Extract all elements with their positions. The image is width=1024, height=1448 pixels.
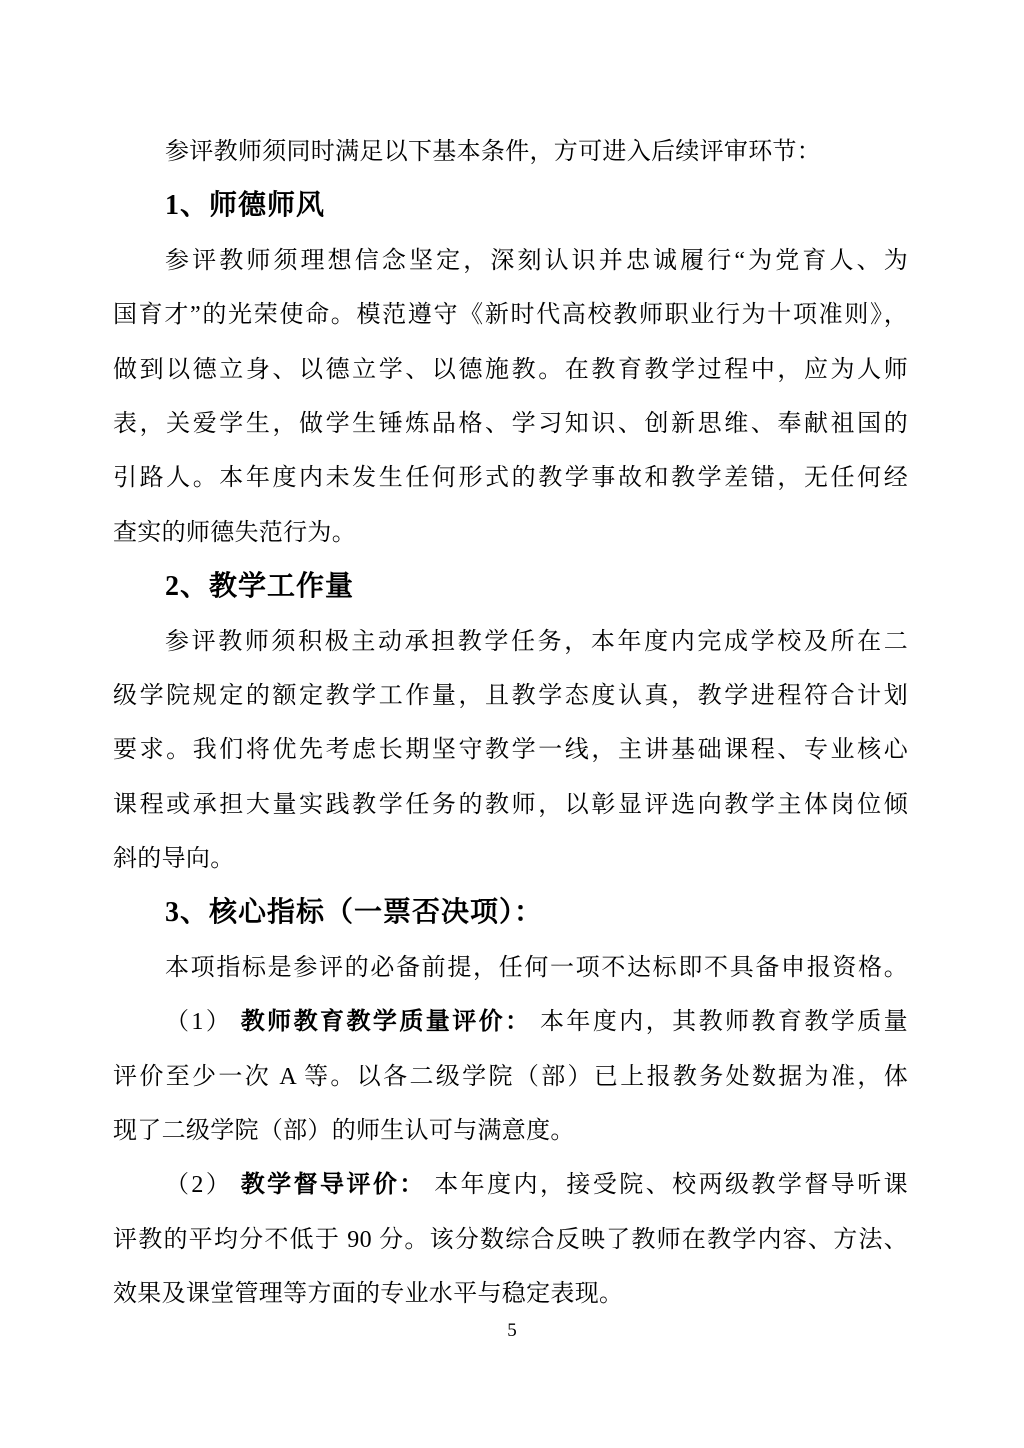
text-line [113, 506, 908, 560]
text-run: 表，关爱学生，做学生锤炼品格、学习知识、创新思维、奉献祖国的 [113, 410, 908, 437]
bold-run: 2、教学工作量 [165, 571, 355, 603]
text-line [113, 343, 908, 397]
text-line [113, 288, 908, 342]
text-line [113, 451, 908, 505]
text-run: 参评教师须理想信念坚定，深刻认识并忠诚履行“为党育人、为 [165, 247, 908, 274]
text-run: 课程或承担大量实践教学任务的教师，以彰显评选向教学主体岗位倾 [113, 791, 908, 818]
text-line [113, 1213, 908, 1267]
section-heading [113, 560, 908, 614]
text-run: 参评教师须积极主动承担教学任务，本年度内完成学校及所在二 [165, 628, 908, 655]
text-line [113, 941, 908, 995]
text-run: 评教的平均分不低于 90 分。该分数综合反映了教师在教学内容、方法、 [113, 1226, 908, 1253]
text-run: 参评教师须同时满足以下基本条件，方可进入后续评审环节： [165, 139, 822, 165]
text-run: 要求。我们将优先考虑长期坚守教学一线，主讲基础课程、专业核心 [113, 737, 908, 764]
text-line [113, 669, 908, 723]
text-line [113, 995, 908, 1049]
text-run: 查实的师德失范行为。 [113, 519, 356, 546]
text-run: 本项指标是参评的必备前提，任何一项不达标即不具备申报资格。 [165, 954, 908, 981]
bold-run: 教学督导评价： [240, 1172, 426, 1199]
text-run: 做到以德立身、以德立学、以德施教。在教育教学过程中，应为人师 [113, 356, 908, 383]
text-line [113, 1158, 908, 1212]
text-line [113, 1050, 908, 1104]
text-run: 斜的导向。 [113, 846, 235, 873]
document-body [113, 125, 908, 1322]
text-run: （2） [165, 1172, 241, 1199]
text-run: （1） [165, 1009, 241, 1036]
text-line [113, 723, 908, 777]
text-run: 国育才”的光荣使命。模范遵守《新时代高校教师职业行为十项准则》， [113, 302, 908, 329]
text-line [113, 778, 908, 832]
text-run: 本年度内，接受院、校两级教学督导听课 [425, 1172, 908, 1199]
bold-run: 3、核心指标（一票否决项）： [165, 897, 544, 929]
text-run: 引路人。本年度内未发生任何形式的教学事故和教学差错，无任何经 [113, 465, 908, 492]
section-heading [113, 886, 908, 940]
text-run: 级学院规定的额定教学工作量，且教学态度认真，教学进程符合计划 [113, 682, 908, 709]
text-line [113, 125, 908, 179]
bold-run: 1、师德师风 [165, 190, 326, 222]
text-line [113, 1267, 908, 1321]
text-line [113, 234, 908, 288]
section-heading [113, 179, 908, 233]
text-line [113, 397, 908, 451]
text-run: 现了二级学院（部）的师生认可与满意度。 [113, 1118, 575, 1145]
bold-run: 教师教育教学质量评价： [240, 1009, 532, 1036]
text-run: 本年度内，其教师教育教学质量 [531, 1009, 908, 1036]
text-line [113, 615, 908, 669]
page-number: 5 [507, 1320, 517, 1341]
text-line [113, 1104, 908, 1158]
text-line [113, 832, 908, 886]
text-run: 效果及课堂管理等方面的专业水平与稳定表现。 [113, 1281, 624, 1308]
text-run: 评价至少一次 A 等。以各二级学院（部）已上报教务处数据为准，体 [113, 1063, 908, 1090]
